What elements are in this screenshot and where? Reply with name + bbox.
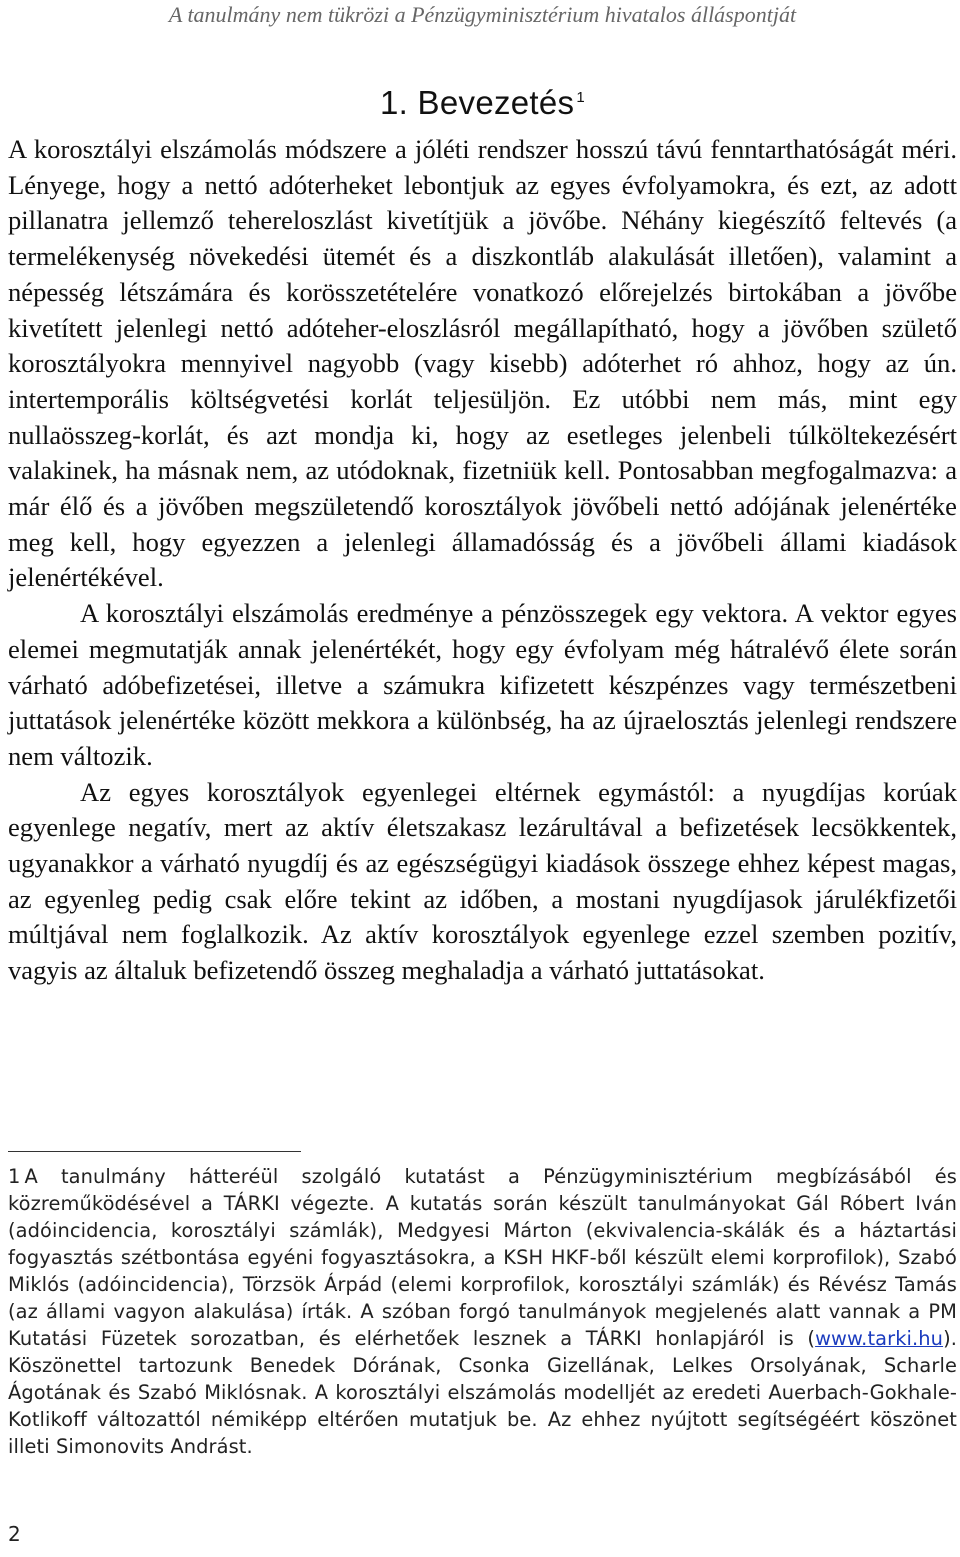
footnote-number: 1 [8,1165,21,1188]
page-number: 2 [8,1522,21,1546]
paragraph: A korosztályi elszámolás módszere a jóléti rendszer hosszú távú fenntarthatóságát méri. Lényege, hogy a nettó adóterheket lebontjuk az egyes évfolyamokra, és ezt, az adott pillanatra jellemző tehereloszlást kivetítjük a jövőbe. Néhány kiegészítő feltevés (a termelékenység növekedési ütemét és a diszkontláb alakulását illetően), valamint a népesség létszámára és korösszetételére vonatkozó előrejelzés birtokában a jövőbe kivetített jelenlegi nettó adóteher-eloszlásról megállapítható, hogy a jövőben születő korosztályokra mennyivel nagyobb (vagy kisebb) adóterhet ró ahhoz, hogy az ún. intertemporális költségvetési korlát teljesüljön. Ez utóbbi nem más, mint egy nullaösszeg-korlát, és azt mondja ki, hogy az esetleges jelenbeli túlköltekezésért valakinek, ha másnak nem, az utódoknak, fizetniük kell. Pontosabban megfogalmazva: a már élő és a jövőben megszületendő korosztályok jövőbeli nettó adójának jelenértéke meg kell, hogy egyezzen a jelenlegi államadósság és a jövőbeli állami kiadások jelenértékével. [8,134,957,593]
paragraph: A korosztályi elszámolás eredménye a pénzösszegek egy vektora. A vektor egyes elemei megmutatják annak jelenértékét, hogy egy évfolyam még hátralévő élete során várható adóbefizetései, illetve a számukra kifizetett készpénzes vagy természetbeni juttatások jelenértéke között mekkora a különbség, ha az újraelosztás jelenlegi rendszere nem változik. [8,598,957,771]
tarki-link[interactable]: www.tarki.hu [815,1327,944,1350]
running-header: A tanulmány nem tükrözi a Pénzügyminisztérium hivatalos álláspontját [168,2,797,27]
footnote-text-part: ). Köszönettel tartozunk Benedek Dórának, Csonka Gizellának, Lelkes Orsolyának, Scharle Ágotának és Szabó Miklósnak. A korosztályi elszámolás modelljét az eredeti Auerbach-Gokhale-Kotlikoff változattól némiképp eltérően mutatjuk be. Az ehhez nyújtott segítségéért köszönet illeti Simonovits Andrást. [8,1327,957,1458]
section-title [8,84,957,122]
section-title-text: 1. Bevezetés [379,84,575,121]
footnote-reference[interactable]: 1 [576,89,586,106]
body-text [8,132,957,989]
footnote-separator [8,1151,301,1152]
footnote [8,1163,957,1460]
paragraph: Az egyes korosztályok egyenlegei eltérnek egymástól: a nyugdíjas korúak egyenlege negatív, mert az aktív életszakasz lezárultával a befizetések lecsökkentek, ugyanakkor a várható nyugdíj és az egészségügyi kiadások összege ehhez képest magas, az egyenleg pedig csak előre tekint az időben, a mostani nyugdíjasok járulékfizetői múltjával nem foglalkozik. Az aktív korosztályok egyenlege ezzel szemben pozitív, vagyis az általuk befizetendő összeg meghaladja a várható juttatásokat. [8,776,957,986]
footnote-text-part: A tanulmány hátteréül szolgáló kutatást a Pénzügyminisztérium megbízásából és közreműködésével a TÁRKI végezte. A kutatás során készült tanulmányokat Gál Róbert Iván (adóincidencia, korosztályi számlák), Medgyesi Márton (ekvivalencia-skálák és a háztartási fogyasztás szétbontása egyéni fogyasztásokra, a KSH HKF-ből készült elemi korprofilok), Szabó Miklós (adóincidencia), Törzsök Árpád (elemi korprofilok, korosztályi számlák) és Révész Tamás (az állami vagyon alakulása) írták. A szóban forgó tanulmányok megjelenés alatt vannak a PM Kutatási Füzetek sorozatban, és elérhetőek lesznek a TÁRKI honlapjáról is ( [8,1165,957,1350]
